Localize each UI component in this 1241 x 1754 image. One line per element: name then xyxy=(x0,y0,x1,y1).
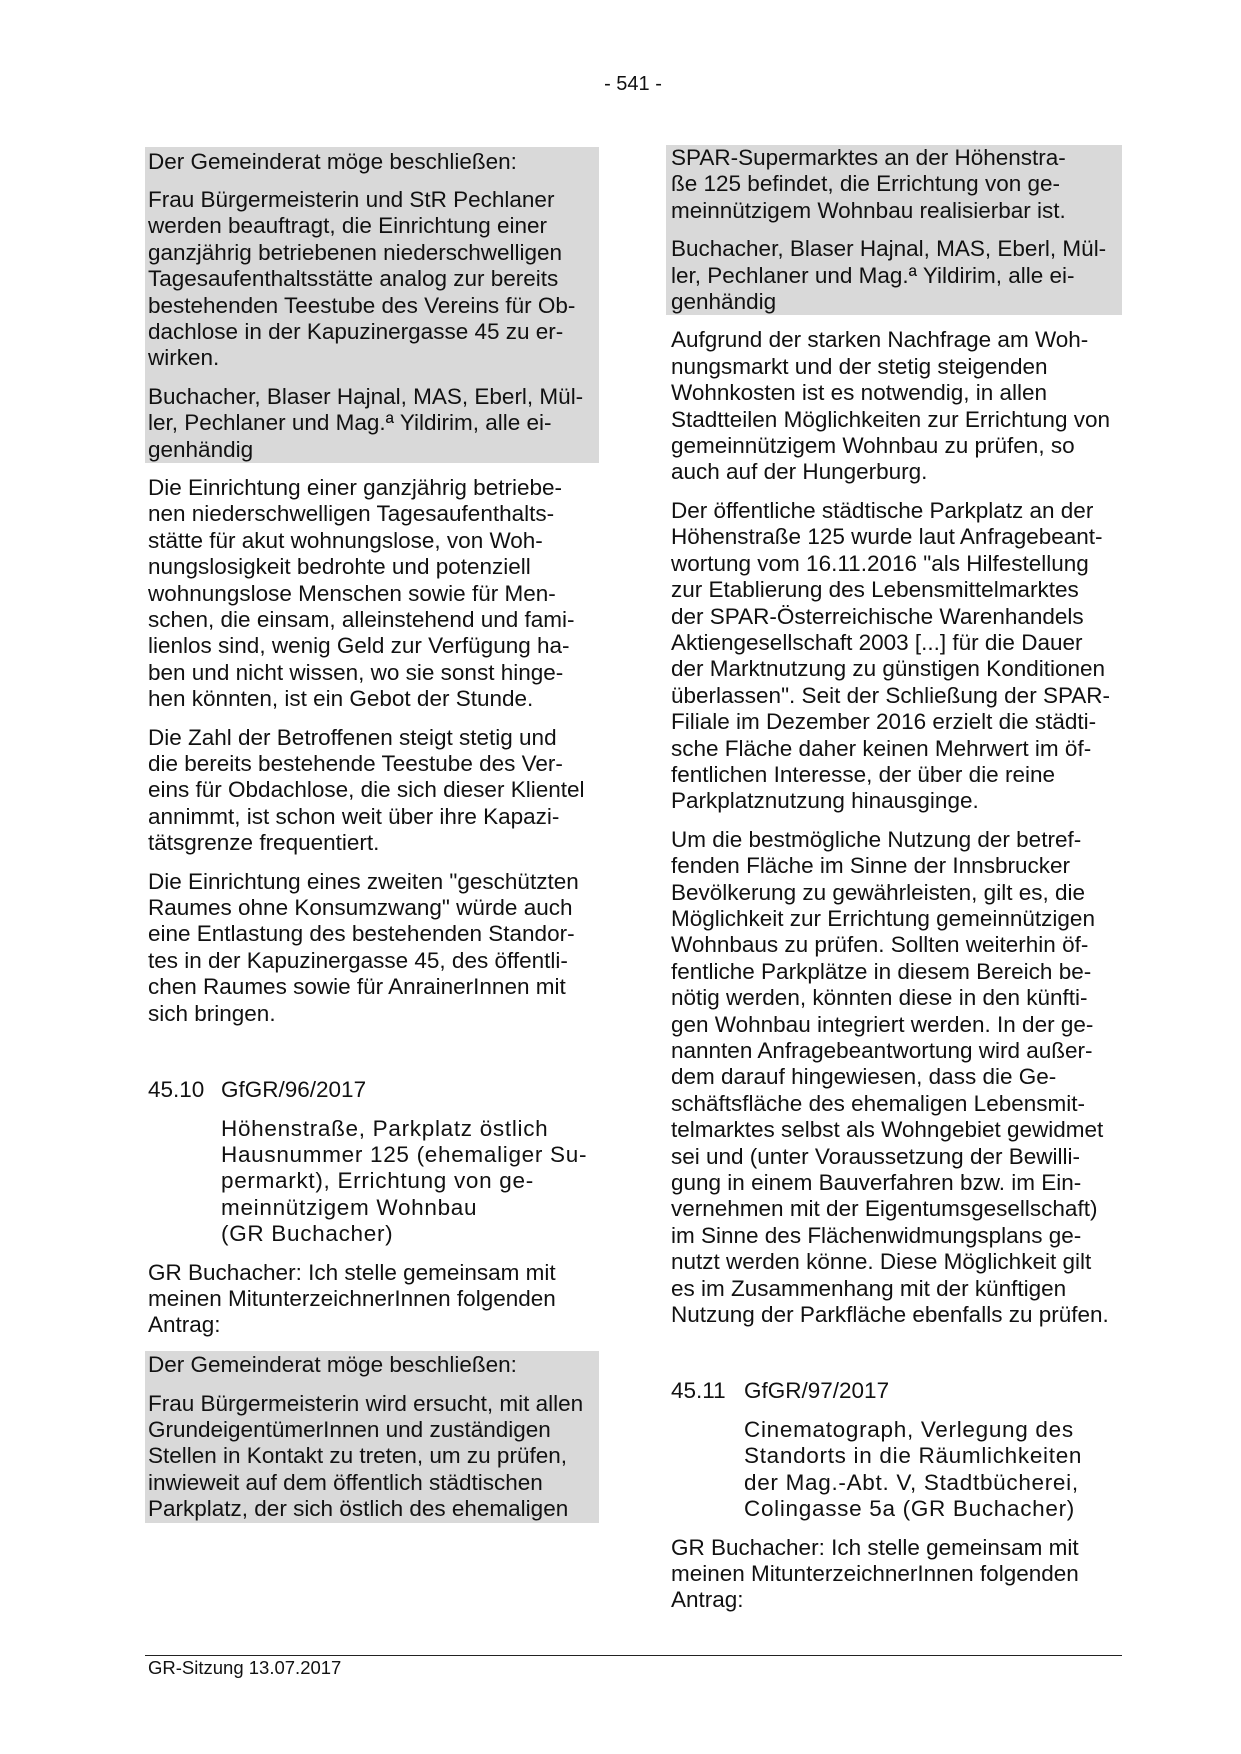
body-paragraph: Aufgrund der starken Nachfrage am Woh- nungsmarkt und der stetig steigenden Wohnkosten ist es notwendig, in allen Stadtteilen Möglichkeiten zur Errichtung von gemeinnützigem Wohnbau zu prüfen, so auch auf der Hungerburg. xyxy=(671,327,1110,485)
agenda-item-heading xyxy=(145,1077,599,1103)
motion-announcement: GR Buchacher: Ich stelle gemeinsam mit meinen MitunterzeichnerInnen folgenden Antrag: xyxy=(671,1534,1079,1613)
motion-intro: Der Gemeinderat möge beschließen: xyxy=(148,1352,517,1378)
agenda-item-code: GfGR/97/2017 xyxy=(744,1378,890,1404)
motion-text: SPAR-Supermarktes an der Höhenstra- ße 125 befindet, die Errichtung von ge- meinnützigem Wohnbau realisierbar ist. xyxy=(671,145,1066,223)
motion-box xyxy=(145,147,599,463)
footer-session-date: GR-Sitzung 13.07.2017 xyxy=(148,1657,342,1678)
agenda-item-title: Höhenstraße, Parkplatz östlich Hausnummer 125 (ehemaliger Su- permarkt), Errichtung von ge- meinnützigem Wohnbau (GR Buchacher) xyxy=(221,1115,588,1247)
body-paragraph: Der öffentliche städtische Parkplatz an der Höhenstraße 125 wurde laut Anfragebeant- wortung vom 16.11.2016 "als Hilfestellung zur Etablierung des Lebensmittelmarktes der SPAR-Österreichische Warenhandels Aktiengesellschaft 2003 [...] für die Dauer der Marktnutzung zu günstigen Konditionen überlassen". Seit der Schließung der SPAR- Filiale im Dezember 2016 erzielt die städti- sche Fläche daher keinen Mehrwert im öf- fentlichen Interesse, der über die reine Parkplatznutzung hinausginge. xyxy=(671,497,1111,814)
body-paragraph: Die Einrichtung eines zweiten "geschützten Raumes ohne Konsumzwang" würde auch eine Entlastung des bestehenden Standor- tes in der Kapuzinergasse 45, des öffentli- chen Raumes sowie für AnrainerInnen mit sich bringen. xyxy=(148,868,579,1026)
body-paragraph: Die Einrichtung einer ganzjährig betriebe- nen niederschwelligen Tagesaufenthalts- stätte für akut wohnungslose, von Woh- nungslosigkeit bedrohte und potenziell wohnungslose Menschen sowie für Men- schen, die einsam, alleinstehend und fami- lienlos sind, wenig Geld zur Verfügung ha- ben und nicht wissen, wo sie sonst hinge- hen könnten, ist ein Gebot der Stunde. xyxy=(148,474,575,712)
agenda-item-code: GfGR/96/2017 xyxy=(221,1077,367,1103)
agenda-item-heading xyxy=(666,1378,1122,1404)
footer-divider xyxy=(145,1655,1122,1656)
motion-text: Frau Bürgermeisterin wird ersucht, mit allen GrundeigentümerInnen und zuständigen Stellen in Kontakt zu treten, um zu prüfen, inwieweit auf dem öffentlich städtischen Parkplatz, der sich östlich des ehemaligen xyxy=(148,1390,584,1522)
motion-announcement: GR Buchacher: Ich stelle gemeinsam mit meinen MitunterzeichnerInnen folgenden Antrag: xyxy=(148,1259,556,1338)
page-number: - 541 - xyxy=(604,73,662,95)
left-column xyxy=(145,147,599,1535)
body-paragraph: Um die bestmögliche Nutzung der betref- fenden Fläche im Sinne der Innsbrucker Bevölkerung zu gewährleisten, gilt es, die Möglichkeit zur Errichtung gemeinnützigen Wohnbaus zu prüfen. Sollten weiterhin öf- fentliche Parkplätze in diesem Bereich be- nötig werden, könnten diese in den künfti- gen Wohnbau integriert werden. In der ge- nannten Anfragebeantwortung wird außer- dem darauf hingewiesen, dass die Ge- schäftsfläche des ehemaligen Lebensmit- telmarktes selbst als Wohngebiet gewidmet sei und (unter Voraussetzung der Bewilli- gung in einem Bauverfahren bzw. im Ein- vernehmen mit der Eigentumsgesellschaft) im Sinne des Flächenwidmungsplans ge- nutzt werden könne. Diese Möglichkeit gilt es im Zusammenhang mit der künftigen Nutzung der Parkfläche ebenfalls zu prüfen. xyxy=(671,826,1109,1328)
agenda-item-title: Cinematograph, Verlegung des Standorts in die Räumlichkeiten der Mag.-Abt. V, Stadtbücherei, Colingasse 5a (GR Buchacher) xyxy=(744,1416,1083,1522)
right-column xyxy=(666,145,1122,1626)
motion-box xyxy=(666,145,1122,315)
agenda-item-number: 45.10 xyxy=(148,1077,205,1103)
motion-text: Frau Bürgermeisterin und StR Pechlaner werden beauftragt, die Einrichtung einer ganzjährig betriebenen niederschwelligen Tagesaufenthaltsstätte analog zur bereits bestehenden Teestube des Vereins für Ob- dachlose in der Kapuzinergasse 45 zu er- wirken. xyxy=(148,186,576,371)
motion-signatories: Buchacher, Blaser Hajnal, MAS, Eberl, Mül- ler, Pechlaner und Mag.ª Yildirim, alle ei- genhändig xyxy=(148,383,584,462)
agenda-item-number: 45.11 xyxy=(671,1378,726,1404)
motion-box xyxy=(145,1351,599,1523)
motion-intro: Der Gemeinderat möge beschließen: xyxy=(148,148,517,174)
body-paragraph: Die Zahl der Betroffenen steigt stetig und die bereits bestehende Teestube des Ver- eins für Obdachlose, die sich dieser Klientel annimmt, ist schon weit über ihre Kapazi- tätsgrenze frequentiert. xyxy=(148,724,585,856)
motion-signatories: Buchacher, Blaser Hajnal, MAS, Eberl, Mül- ler, Pechlaner und Mag.ª Yildirim, alle ei- genhändig xyxy=(671,236,1107,315)
